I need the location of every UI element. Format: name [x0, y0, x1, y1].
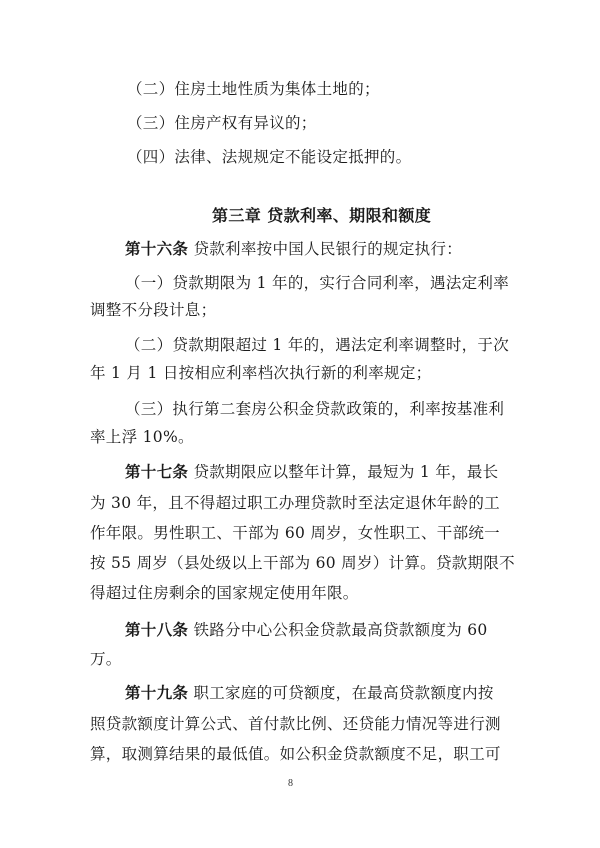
article-16-item3-line1: （三）执行第二套房公积金贷款政策的，利率按基准利	[125, 400, 505, 418]
article-16-item1-line1: （一）贷款期限为 1 年的，实行合同利率，遇法定利率	[125, 274, 510, 292]
item-legal-prohibition: （四）法律、法规规定不能设定抵押的。	[127, 148, 412, 166]
chapter-title: 第三章 贷款利率、期限和额度	[212, 206, 432, 225]
article-19-line2: 照贷款额度计算公式、首付款比例、还贷能力情况等进行测	[90, 715, 501, 733]
article-16-label: 第十六条	[125, 239, 189, 258]
article-16-item3-line2: 率上浮 10%。	[90, 428, 194, 446]
article-17-text: 贷款期限应以整年计算，最短为 1 年，最长	[193, 463, 499, 481]
article-18-text: 铁路分中心公积金贷款最高贷款额度为 60	[193, 621, 488, 639]
article-19-text: 职工家庭的可贷额度，在最高贷款额度内按	[193, 684, 494, 702]
article-17-label: 第十七条	[125, 462, 189, 481]
item-property-dispute: （三）住房产权有异议的；	[127, 114, 317, 132]
article-17-line4: 按 55 周岁（县处级以上干部为 60 周岁）计算。贷款期限不	[90, 554, 515, 572]
article-17-line3: 作年限。男性职工、干部为 60 周岁，女性职工、干部统一	[90, 524, 500, 542]
article-17-line2: 为 30 年，且不得超过职工办理贷款时至法定退休年龄的工	[90, 494, 500, 512]
article-16-item2-line1: （二）贷款期限超过 1 年的，遇法定利率调整时，于次	[125, 336, 510, 354]
article-18-line2: 万。	[90, 650, 122, 668]
article-17-line5: 得超过住房剩余的国家规定使用年限。	[90, 584, 359, 602]
article-16-text: 贷款利率按中国人民银行的规定执行：	[193, 240, 463, 258]
article-17-line1	[125, 462, 498, 482]
article-18-line1	[125, 620, 488, 640]
article-16-item2-line2: 年 1 月 1 日按相应利率档次执行新的利率规定；	[90, 364, 432, 382]
article-19-line1	[125, 683, 494, 703]
item-collective-land: （二）住房土地性质为集体土地的；	[127, 80, 380, 98]
article-16-item1-line2: 调整不分段计息；	[90, 301, 217, 319]
article-19-label: 第十九条	[125, 683, 189, 702]
article-19-line3: 算，取测算结果的最低值。如公积金贷款额度不足，职工可	[90, 745, 501, 763]
article-16-line	[125, 239, 462, 259]
article-18-label: 第十八条	[125, 620, 189, 639]
page-number: 8	[288, 778, 293, 789]
